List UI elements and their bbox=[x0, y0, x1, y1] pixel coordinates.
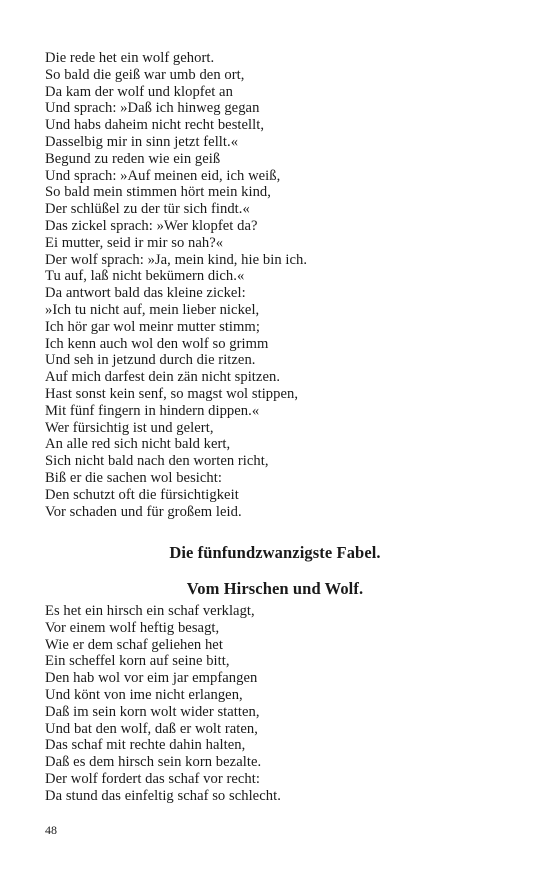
verse-line: Daß es dem hirsch sein korn bezalte. bbox=[45, 754, 262, 771]
verse-line: Der wolf sprach: »Ja, mein kind, hie bin ich. bbox=[45, 251, 308, 268]
verse-line: Hast sonst kein senf, so magst wol stippen, bbox=[45, 385, 299, 402]
verse-line: Begund zu reden wie ein geiß bbox=[45, 150, 221, 167]
fable-subtitle: Vom Hirschen und Wolf. bbox=[186, 579, 364, 598]
verse-line: Ei mutter, seid ir mir so nah?« bbox=[45, 234, 224, 251]
fable-title: Die fünfundzwanzigste Fabel. bbox=[169, 543, 381, 562]
verse-line: Den schutzt oft die fürsichtigkeit bbox=[45, 486, 239, 503]
verse-line: Daß im sein korn wolt wider statten, bbox=[45, 703, 260, 720]
verse-line: Und sprach: »Daß ich hinweg gegan bbox=[45, 100, 260, 117]
verse-line: Und könt von ime nicht erlangen, bbox=[45, 686, 243, 703]
verse-line: Und sprach: »Auf meinen eid, ich weiß, bbox=[45, 167, 281, 184]
poem-stanza-top bbox=[45, 50, 307, 520]
verse-line: Das schaf mit rechte dahin halten, bbox=[45, 737, 246, 754]
verse-line: Vor schaden und für großem leid. bbox=[45, 503, 242, 520]
page-number: 48 bbox=[45, 823, 57, 837]
verse-line: Tu auf, laß nicht bekümern dich.« bbox=[45, 268, 245, 285]
verse-line: Wie er dem schaf geliehen het bbox=[45, 636, 223, 653]
verse-line: Die rede het ein wolf gehort. bbox=[45, 50, 215, 66]
verse-line: Wer fürsichtig ist und gelert, bbox=[45, 419, 214, 436]
verse-line: Der schlüßel zu der tür sich findt.« bbox=[45, 201, 250, 218]
verse-line: Ich kenn auch wol den wolf so grimm bbox=[45, 335, 269, 352]
verse-line: Dasselbig mir in sinn jetzt fellt.« bbox=[45, 133, 239, 150]
verse-line: Da kam der wolf und klopfet an bbox=[45, 83, 233, 100]
verse-line: »Ich tu nicht auf, mein lieber nickel, bbox=[45, 301, 260, 318]
verse-line: Sich nicht bald nach den worten richt, bbox=[45, 453, 269, 470]
verse-line: So bald die geiß war umb den ort, bbox=[45, 66, 245, 83]
verse-line: Mit fünf fingern in hindern dippen.« bbox=[45, 402, 260, 419]
verse-line: Vor einem wolf heftig besagt, bbox=[45, 619, 220, 636]
poem-stanza-bottom bbox=[45, 603, 281, 805]
verse-line: Da stund das einfeltig schaf so schlecht. bbox=[45, 787, 281, 804]
verse-line: Und bat den wolf, daß er wolt raten, bbox=[45, 720, 258, 737]
verse-line: So bald mein stimmen hört mein kind, bbox=[45, 184, 271, 201]
verse-line: Und habs daheim nicht recht bestellt, bbox=[45, 117, 265, 134]
verse-line: Der wolf fordert das schaf vor recht: bbox=[45, 770, 260, 787]
verse-line: An alle red sich nicht bald kert, bbox=[45, 436, 231, 453]
verse-line: Biß er die sachen wol besicht: bbox=[45, 469, 222, 486]
verse-line: Und seh in jetzund durch die ritzen. bbox=[45, 352, 256, 369]
verse-line: Das zickel sprach: »Wer klopfet da? bbox=[45, 217, 258, 234]
verse-line: Ein scheffel korn auf seine bitt, bbox=[45, 653, 230, 670]
verse-line: Auf mich darfest dein zän nicht spitzen. bbox=[45, 369, 281, 386]
verse-line: Da antwort bald das kleine zickel: bbox=[45, 285, 246, 302]
verse-line: Es het ein hirsch ein schaf verklagt, bbox=[45, 603, 255, 619]
verse-line: Ich hör gar wol meinr mutter stimm; bbox=[45, 318, 260, 335]
verse-line: Den hab wol vor eim jar empfangen bbox=[45, 670, 258, 687]
